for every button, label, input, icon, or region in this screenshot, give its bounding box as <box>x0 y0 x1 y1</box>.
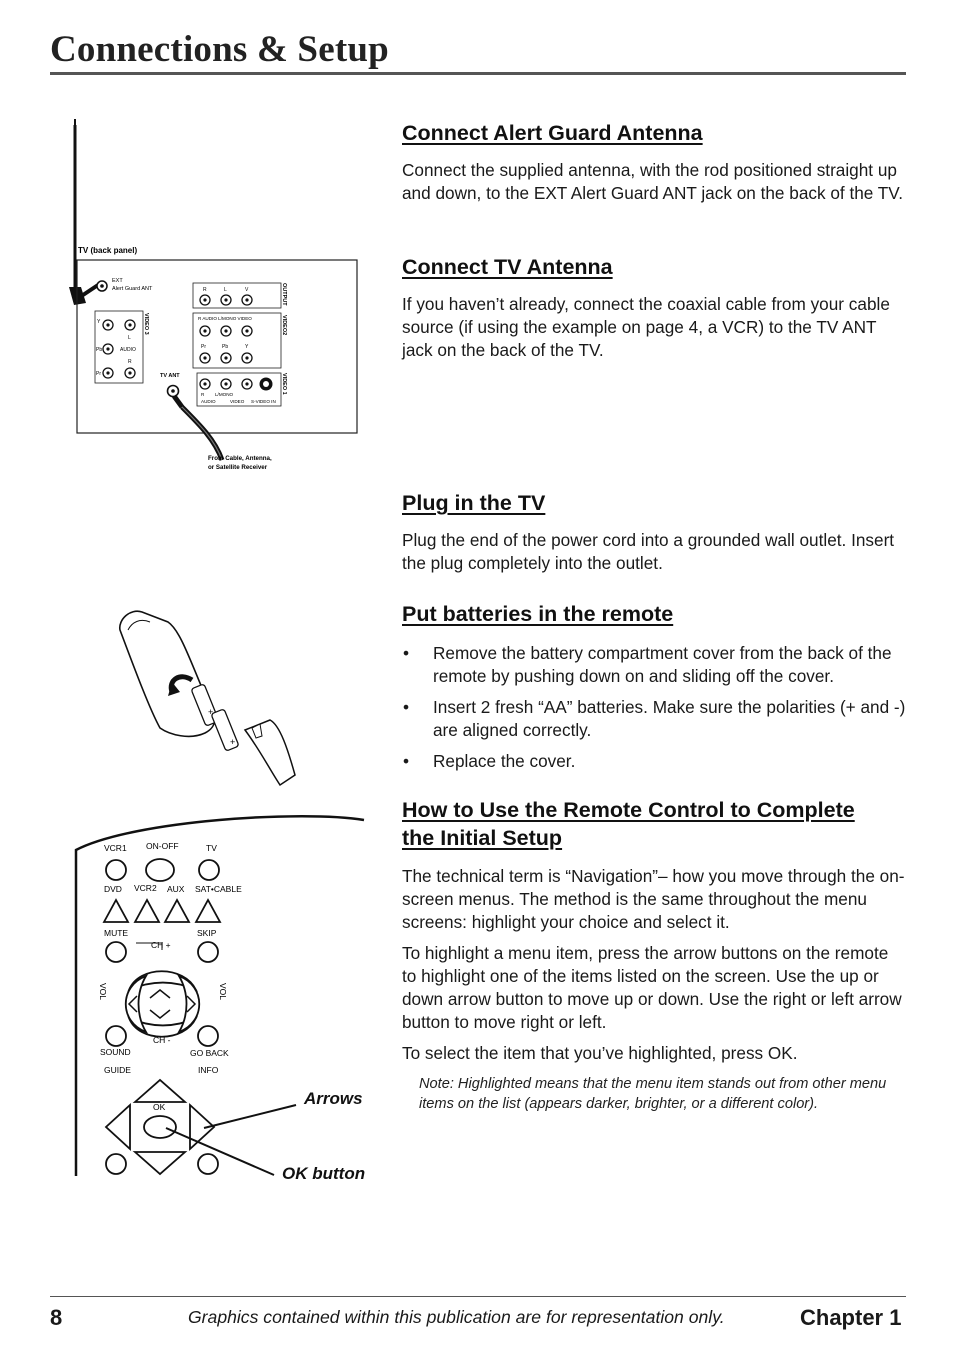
section-heading: Plug in the TV <box>402 491 546 515</box>
section-batteries <box>402 600 907 781</box>
bottom-left-button <box>106 1154 126 1174</box>
section-heading: How to Use the Remote Control to Complete the Initial Setup <box>402 798 855 850</box>
list-item-text: Remove the battery compartment cover from the back of the remote by pushing down on and sliding off the cover. <box>433 643 892 686</box>
ch-minus-label: CH - <box>153 1035 171 1045</box>
v3-audio-label: AUDIO <box>120 347 136 353</box>
ch-plus-label: CH + <box>151 940 171 950</box>
sat-cable-label: SAT•CABLE <box>195 884 242 894</box>
ch-down-icon <box>150 1010 170 1018</box>
section-body: Connect the supplied antenna, with the rod positioned straight up and down, to the EXT Alert Guard ANT jack on the back of the TV. <box>402 160 903 203</box>
remote-back <box>120 611 215 736</box>
vcr1-button <box>106 860 126 880</box>
v1-lmono-label: L/MONO <box>215 392 234 397</box>
list-item <box>402 696 907 742</box>
section-remote-setup <box>402 796 872 852</box>
v1-audio-label: AUDIO <box>201 399 216 404</box>
section-heading: Put batteries in the remote <box>402 602 674 626</box>
go-back-label: GO BACK <box>190 1048 229 1058</box>
v3-l-label: L <box>128 335 131 341</box>
section-body: Plug the end of the power cord into a grounded wall outlet. Insert the plug completely into the outlet. <box>402 530 895 573</box>
video1-label: VIDEO 1 <box>281 373 287 395</box>
v1-r-label: R <box>201 392 205 397</box>
ok-label: OK <box>153 1102 166 1112</box>
ok-button-callout: OK button <box>282 1164 366 1183</box>
list-item <box>402 642 907 688</box>
go-back-button <box>198 1026 218 1046</box>
svg-text:+: + <box>208 707 214 717</box>
bullet: • <box>403 697 410 717</box>
dvd-button <box>104 900 128 922</box>
skip-label: SKIP <box>197 928 217 938</box>
section-plug-in <box>402 489 907 575</box>
vol-right-label: VOL <box>218 983 228 1001</box>
page-title: Connections & Setup <box>50 29 389 70</box>
on-off-button <box>146 859 174 881</box>
sound-label: SOUND <box>100 1047 131 1057</box>
paragraph-navigation: The technical term is “Navigation”– how you move through the on-screen menus. The method is the same throughout the menu screens: highlight your choice and select it. <box>402 866 905 932</box>
tv-back-panel-diagram <box>60 115 370 480</box>
section-heading: Connect Alert Guard Antenna <box>402 121 703 145</box>
cable-source-label-2: or Satellite Receiver <box>208 464 268 471</box>
arrows-callout: Arrows <box>304 1089 363 1108</box>
bullet: • <box>403 643 410 663</box>
v2-y-label: Y <box>245 344 249 350</box>
tv-button <box>199 860 219 880</box>
bullet: • <box>403 751 410 771</box>
section-heading: Connect TV Antenna <box>402 255 613 279</box>
page-number: 8 <box>50 1305 63 1330</box>
v2-top-label: R AUDIO L/MONO VIDEO <box>198 316 252 321</box>
bottom-right-button <box>198 1154 218 1174</box>
ok-button <box>144 1116 176 1138</box>
mute-button <box>106 942 126 962</box>
left-arrow-button <box>106 1105 130 1149</box>
list-item-text: Replace the cover. <box>433 751 576 771</box>
title-rule <box>50 72 906 75</box>
v2-pb-label: Pb <box>222 344 229 350</box>
vol-left-label: VOL <box>98 983 108 1001</box>
v2-pr-label: Pr <box>201 344 206 350</box>
out-r-label: R <box>203 287 207 293</box>
section-tv-antenna <box>402 253 907 362</box>
highlight-note: Note: Highlighted means that the menu item stands out from other menu items on the list (appears darker, brighter, or a different color). <box>419 1076 887 1112</box>
v3-pb-label: Pb <box>96 347 103 353</box>
v3-r-label: R <box>128 359 132 365</box>
ch-up-icon <box>150 990 170 998</box>
dvd-label: DVD <box>104 884 122 894</box>
on-off-label: ON-OFF <box>146 841 179 851</box>
section-body: If you haven’t already, connect the coaxial cable from your cable source (if using the example on page 4, a VCR) to the TV ANT jack on the back of the TV. <box>402 294 890 360</box>
out-l-label: L <box>224 287 227 293</box>
up-arrow-button <box>135 1080 185 1102</box>
footer-rule <box>50 1296 906 1297</box>
tv-ant-label: TV ANT <box>160 373 180 379</box>
output-label: OUTPUT <box>281 283 287 306</box>
section-alert-antenna <box>402 119 907 205</box>
remote-front-illustration <box>74 800 374 1180</box>
video2-label: VIDEO2 <box>281 315 287 336</box>
arrows-callout-line <box>204 1105 296 1128</box>
chapter-label: Chapter 1 <box>800 1305 902 1330</box>
remote-battery-illustration <box>110 600 310 795</box>
vcr2-label: VCR2 <box>134 883 157 893</box>
sat-cable-button <box>196 900 220 922</box>
down-arrow-button <box>135 1152 185 1174</box>
list-item-text: Insert 2 fresh “AA” batteries. Make sure the polarities (+ and -) are aligned correctly. <box>433 697 906 740</box>
cable-source-label-1: From Cable, Antenna, <box>208 455 272 462</box>
aux-label: AUX <box>167 884 185 894</box>
tv-label: TV <box>206 843 217 853</box>
ext-label: EXT <box>112 278 123 284</box>
tv-panel-label: TV (back panel) <box>78 246 138 255</box>
guide-label: GUIDE <box>104 1065 131 1075</box>
list-item <box>402 750 907 773</box>
skip-button <box>198 942 218 962</box>
v1-svideo-label: S-VIDEO IN <box>251 399 276 404</box>
sound-button <box>106 1026 126 1046</box>
vcr2-button <box>135 900 159 922</box>
info-label: INFO <box>198 1065 219 1075</box>
vcr1-label: VCR1 <box>104 843 127 853</box>
battery-steps-list <box>402 642 907 773</box>
v1-video-label: VIDEO <box>230 399 245 404</box>
svg-text:+: + <box>230 737 236 747</box>
paragraph-select: To select the item that you’ve highlighted, press OK. <box>402 1043 798 1063</box>
footer-note: Graphics contained within this publication are for representation only. <box>188 1307 725 1327</box>
ext-sub-label: Alert Guard ANT <box>112 286 153 292</box>
video3-label: VIDEO 3 <box>143 313 149 335</box>
mute-label: MUTE <box>104 928 129 938</box>
v3-y-label: Y <box>97 319 101 325</box>
out-v-label: V <box>245 287 249 293</box>
v3-pr-label: Pr <box>96 371 101 377</box>
aux-button <box>165 900 189 922</box>
section-remote-setup-body <box>402 865 907 1114</box>
paragraph-highlight: To highlight a menu item, press the arrow buttons on the remote to highlight one of the items listed on the screen. Use the up or down arrow button to move up or down. Use the right or left arrow button to move right or left. <box>402 943 902 1032</box>
